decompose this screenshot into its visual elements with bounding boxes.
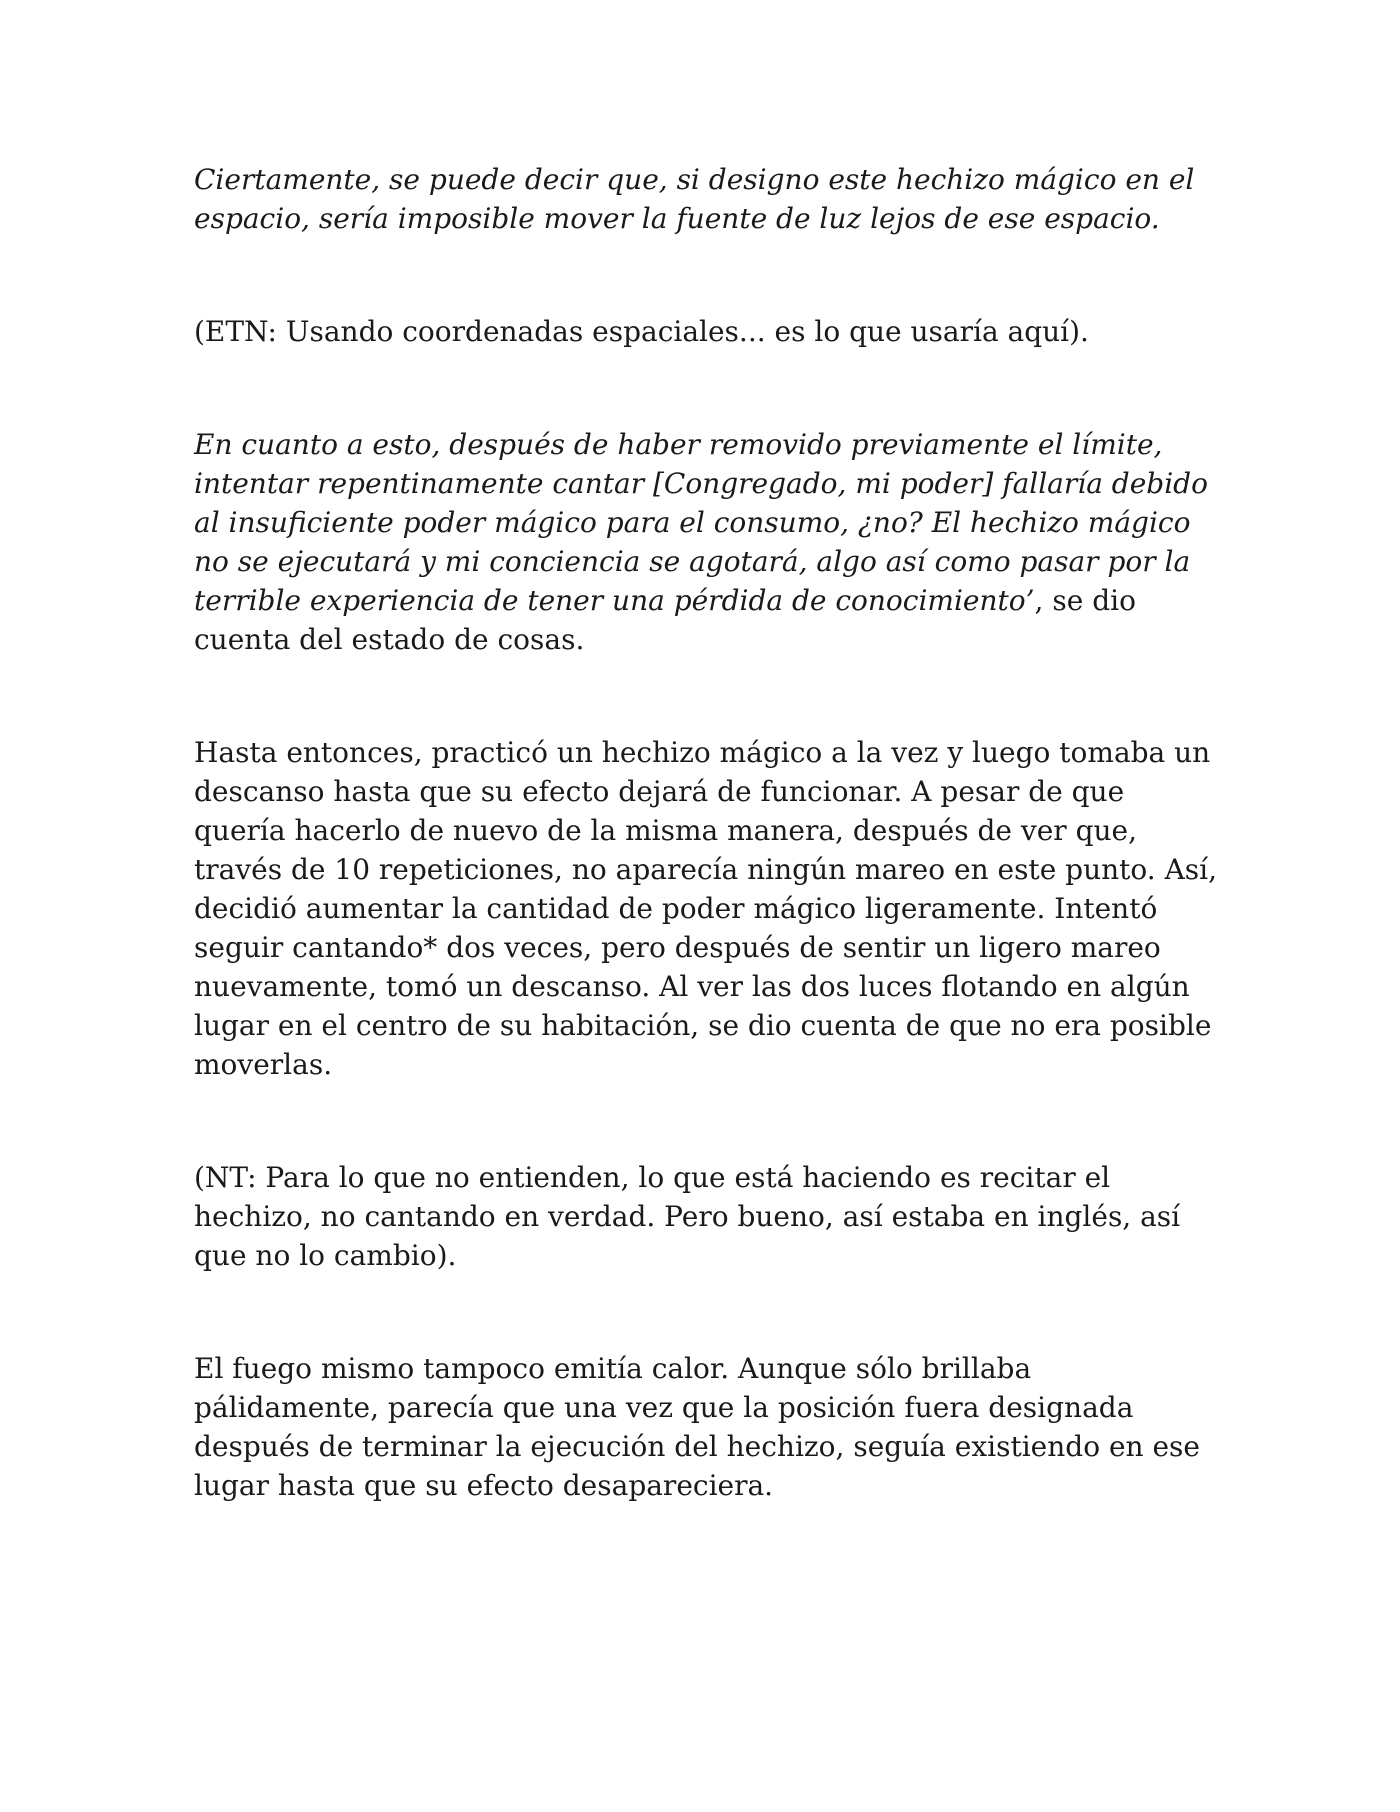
paragraph-3-italic-text: En cuanto a esto, después de haber removido previamente el límite, intentar repentinamente cantar [Congregado, mi poder] fallaría debido al insuficiente poder mágico para el consumo, ¿no? El hechizo mágico no se ejecutará y mi conciencia se agotará, algo así como pasar por la terrible experiencia de tener una pérdida de conocimiento’ xyxy=(194,428,1208,617)
paragraph-3-regular-text: , se dio cuenta del estado de cosas. xyxy=(194,584,1136,656)
paragraph-4-regular-text: Hasta entonces, practicó un hechizo mágico a la vez y luego tomaba un descanso hasta que su efecto dejará de funcionar. A pesar de que quería hacerlo de nuevo de la misma manera, después de ver que, través de 10 repeticiones, no aparecía ningún mareo en este punto. Así, decidió aumentar la cantidad de poder mágico ligeramente. Intentó seguir cantando* dos veces, pero después de sentir un ligero mareo nuevamente, tomó un descanso. Al ver las dos luces flotando en algún lugar en el centro de su habitación, se dio cuenta de que no era posible moverlas. xyxy=(194,736,1218,1081)
paragraph-6 xyxy=(194,1349,1224,1505)
document-body xyxy=(194,160,1224,1505)
paragraph-5-regular-text: (NT: Para lo que no entienden, lo que está haciendo es recitar el hechizo, no cantando en verdad. Pero bueno, así estaba en inglés, así que no lo cambio). xyxy=(194,1161,1181,1272)
paragraph-4 xyxy=(194,733,1224,1084)
paragraph-1-italic-text: Ciertamente, se puede decir que, si designo este hechizo mágico en el espacio, sería imposible mover la fuente de luz lejos de ese espacio. xyxy=(194,163,1195,235)
paragraph-3 xyxy=(194,425,1224,659)
paragraph-5 xyxy=(194,1158,1224,1275)
paragraph-6-regular-text: El fuego mismo tampoco emitía calor. Aunque sólo brillaba pálidamente, parecía que una vez que la posición fuera designada después de terminar la ejecución del hechizo, seguía existiendo en ese lugar hasta que su efecto desapareciera. xyxy=(194,1352,1200,1502)
paragraph-1 xyxy=(194,160,1224,238)
paragraph-2-regular-text: (ETN: Usando coordenadas espaciales... es lo que usaría aquí). xyxy=(194,315,1089,348)
paragraph-2 xyxy=(194,312,1224,351)
